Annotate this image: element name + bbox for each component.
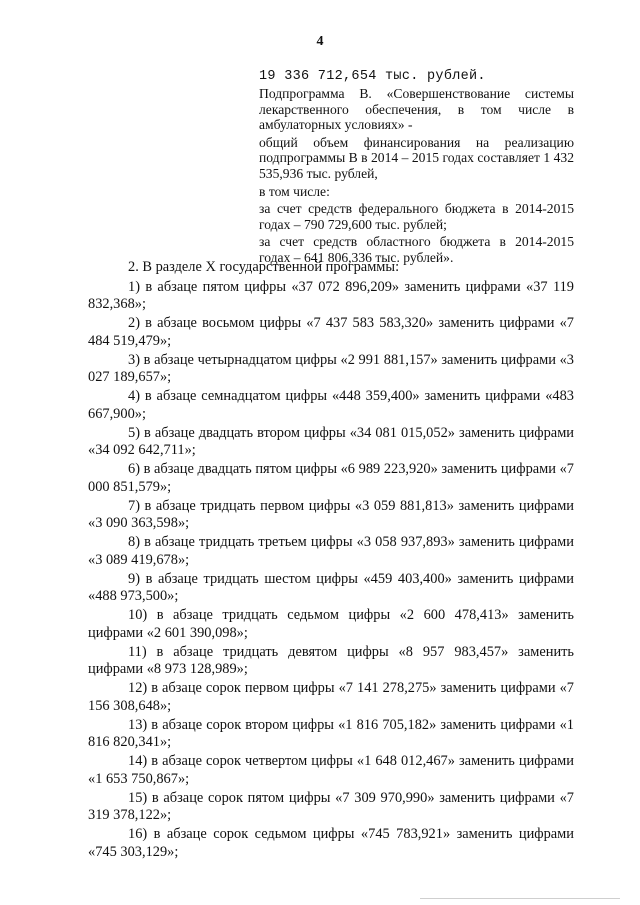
amendment-item: 4) в абзаце семнадцатом цифры «448 359,400» заменить цифрами «483 667,900»; [88, 388, 574, 422]
total-sum-line: 19 336 712,654 тыс. рублей. [259, 69, 486, 84]
amendment-item: 2) в абзаце восьмом цифры «7 437 583 583,320» заменить цифрами «7 484 519,479»; [88, 315, 574, 349]
subprogram-total: общий объем финансирования на реализацию подпрограммы В в 2014 – 2015 годах составляет 1 432 535,936 тыс. рублей, [259, 134, 574, 181]
subprogram-block [259, 86, 574, 268]
amendment-item: 11) в абзаце тридцать девятом цифры «8 957 983,457» заменить цифрами «8 973 128,989»; [88, 643, 574, 677]
amendment-item: 15) в абзаце сорок пятом цифры «7 309 970,990» заменить цифрами «7 319 378,122»; [88, 789, 574, 823]
amendment-item: 14) в абзаце сорок четвертом цифры «1 648 012,467» заменить цифрами «1 653 750,867»; [88, 753, 574, 787]
amendment-item: 16) в абзаце сорок седьмом цифры «745 783,921» заменить цифрами «745 303,129»; [88, 826, 574, 860]
amendment-item: 7) в абзаце тридцать первом цифры «3 059 881,813» заменить цифрами «3 090 363,598»; [88, 497, 574, 531]
scan-edge-line [420, 898, 620, 899]
subprogram-federal: за счет средств федерального бюджета в 2014-2015 годах – 790 729,600 тыс. рублей; [259, 201, 574, 232]
subprogram-including: в том числе: [259, 183, 330, 199]
section-heading: 2. В разделе X государственной программы: [128, 259, 400, 275]
amendment-item: 6) в абзаце двадцать пятом цифры «6 989 223,920» заменить цифрами «7 000 851,579»; [88, 461, 574, 495]
amendment-item: 8) в абзаце тридцать третьем цифры «3 058 937,893» заменить цифрами «3 089 419,678»; [88, 534, 574, 568]
subprogram-regional: за счет средств областного бюджета в 2014-2015 годах – 641 806,336 тыс. рублей». [259, 234, 574, 265]
amendment-item: 10) в абзаце тридцать седьмом цифры «2 600 478,413» заменить цифрами «2 601 390,098»; [88, 607, 574, 641]
amendment-item: 3) в абзаце четырнадцатом цифры «2 991 881,157» заменить цифрами «3 027 189,657»; [88, 351, 574, 385]
amendment-item: 5) в абзаце двадцать втором цифры «34 081 015,052» заменить цифрами «34 092 642,711»; [88, 424, 574, 458]
amendment-item: 13) в абзаце сорок втором цифры «1 816 705,182» заменить цифрами «1 816 820,341»; [88, 716, 574, 750]
page-number: 4 [316, 34, 324, 49]
amendment-item: 12) в абзаце сорок первом цифры «7 141 278,275» заменить цифрами «7 156 308,648»; [88, 680, 574, 714]
amendment-item: 9) в абзаце тридцать шестом цифры «459 403,400» заменить цифрами «488 973,500»; [88, 570, 574, 604]
amendment-item: 1) в абзаце пятом цифры «37 072 896,209» заменить цифрами «37 119 832,368»; [88, 278, 574, 312]
amendments-section [88, 259, 574, 863]
subprogram-title: Подпрограмма В. «Совершенствование системы лекарственного обеспечения, в том числе в амбулаторных условиях» - [259, 86, 574, 133]
